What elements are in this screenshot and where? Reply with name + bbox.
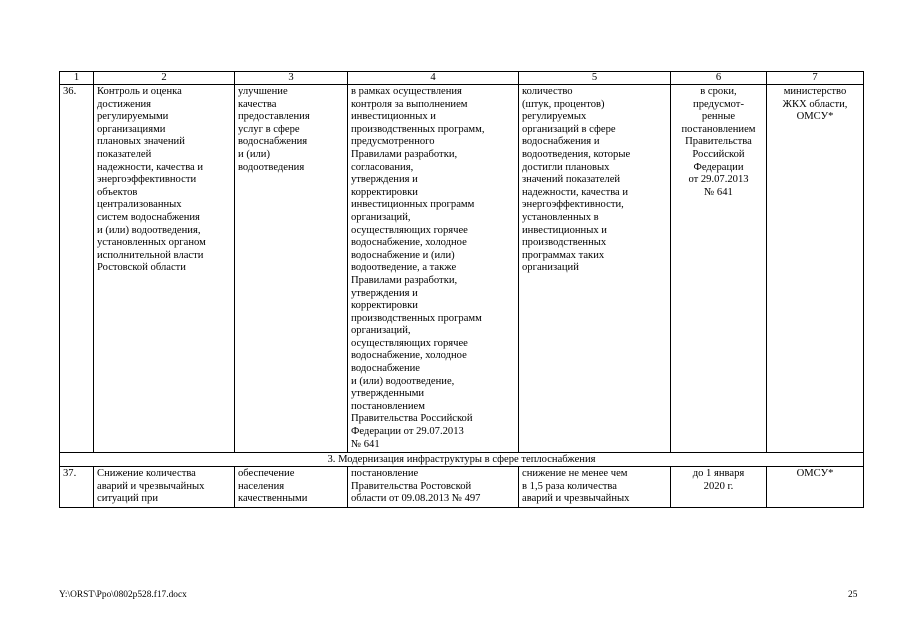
row-number: 36. [60,85,94,453]
section-heading-row [60,453,864,467]
measures-table [59,71,864,508]
row-number: 37. [60,467,94,508]
column-number-5: 5 [519,72,671,85]
column-number-6: 6 [671,72,767,85]
footer-page-number: 25 [848,590,858,600]
implementation-basis-cell: постановление Правительства Ростовской области от 09.08.2013 № 497 [348,467,519,508]
indicator-cell: снижение не менее чем в 1,5 раза количества аварий и чрезвычайных [519,467,671,508]
expected-result-cell: обеспечение населения качественными [235,467,348,508]
column-number-4: 4 [348,72,519,85]
expected-result-cell: улучшение качества предоставления услуг в сфере водоснабжения и (или) водоотведения [235,85,348,453]
implementation-basis-cell: в рамках осуществления контроля за выполнением инвестиционных и производственных программ, предусмотренного Правилами разработки, согласования, утверждения и корректировки инвестиционных программ организаций, осуществляющих горячее водоснабжение, холодное водоснабжение и (или) водоотведение, а также Правилами разработки, утверждения и корректировки производственных программ организаций, осуществляющих горячее водоснабжение, холодное водоснабжение и (или) водоотведение, утвержденными постановлением Правительства Российской Федерации от 29.07.2013 № 641 [348,85,519,453]
table-row-37 [60,467,864,508]
section-heading: 3. Модернизация инфраструктуры в сфере теплоснабжения [60,453,864,467]
deadline-cell: в сроки, предусмот- ренные постановлением Правительства Российской Федерации от 29.07.2013 № 641 [671,85,767,453]
measure-name-cell: Контроль и оценка достижения регулируемыми организациями плановых значений показателей надежности, качества и энергоэффективности объектов централизованных систем водоснабжения и (или) водоотведения, установленных органом исполнительной власти Ростовской области [94,85,235,453]
footer-file-path: Y:\ORST\Ppo\0802p528.f17.docx [59,590,187,600]
table-row-36 [60,85,864,453]
deadline-cell: до 1 января 2020 г. [671,467,767,508]
measure-name-cell: Снижение количества аварий и чрезвычайных ситуаций при [94,467,235,508]
column-number-7: 7 [767,72,864,85]
column-number-1: 1 [60,72,94,85]
indicator-cell: количество (штук, процентов) регулируемых организаций в сфере водоснабжения и водоотведения, которые достигли плановых значений показателей надежности, качества и энергоэффективности, установленных в инвестиционных и производственных программах таких организаций [519,85,671,453]
column-number-2: 2 [94,72,235,85]
column-number-3: 3 [235,72,348,85]
responsible-cell: министерство ЖКХ области, ОМСУ* [767,85,864,453]
responsible-cell: ОМСУ* [767,467,864,508]
column-number-row [60,72,864,85]
